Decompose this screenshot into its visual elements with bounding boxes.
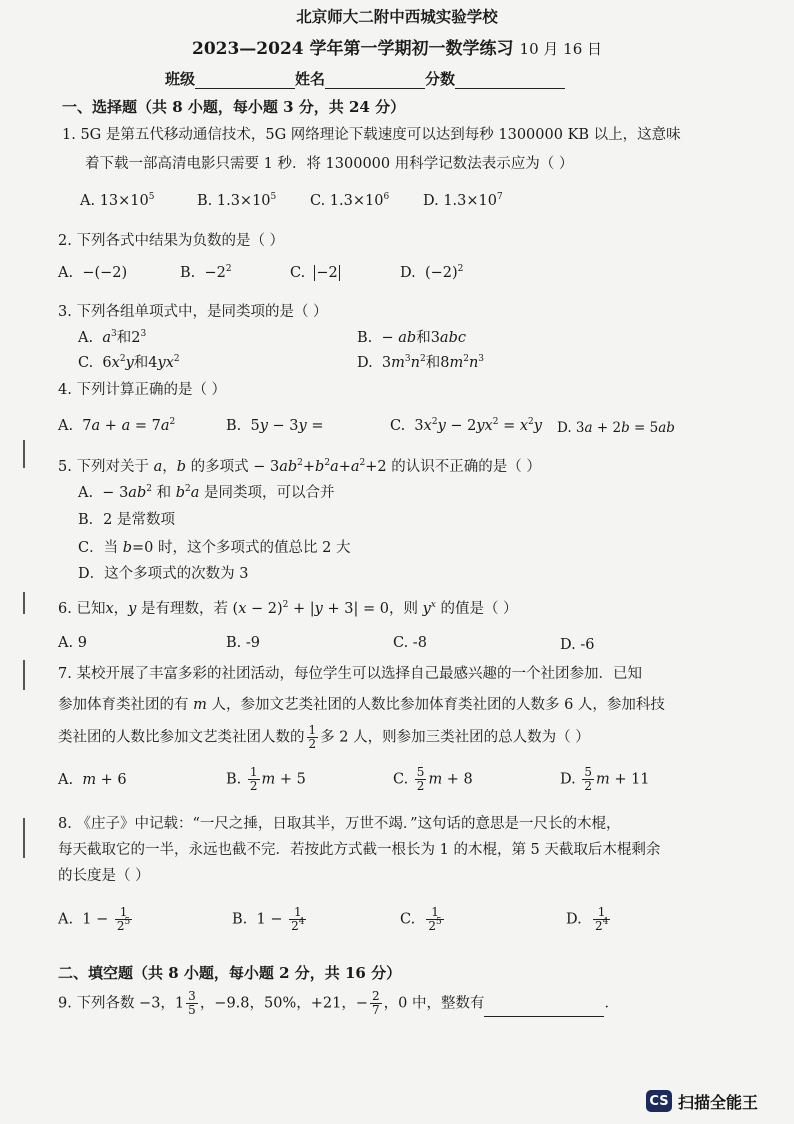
- q8-line3: 的长度是（ ）: [58, 868, 150, 884]
- camscanner-watermark: [646, 1088, 758, 1114]
- q7-option-b: B. $\frac{1}{2}$ m + 5: [226, 765, 306, 793]
- q7-option-c: C. $\frac{5}{2}$ m + 8: [393, 765, 473, 793]
- q3-stem: 3. 下列各组单项式中，是同类项的是（ ）: [58, 304, 328, 320]
- q1-line2: 着下载一部高清电影只需要 1 秒．将 1300000 用科学记数法表示应为（ ）: [85, 156, 574, 172]
- q5-option-d: D．这个多项式的次数为 3: [78, 566, 249, 582]
- exam-title-text: 2023—2024 学年第一学期初一数学练习: [191, 39, 514, 59]
- exam-title: [0, 34, 794, 59]
- q7-line2: 参加体育类社团的有 m 人，参加文艺类社团的人数比参加体育类社团的人数多 6 人，参加科技: [58, 697, 665, 713]
- q5-option-a: A. − $3ab^2$ 和 $b^2a$ 是同类项，可以合并: [78, 484, 335, 501]
- camscanner-logo-text: 扫描全能王: [678, 1092, 759, 1112]
- margin-mark: [23, 660, 25, 690]
- score-label: 分数: [425, 70, 456, 88]
- q2-option-d: D. $(-2)^2$: [400, 264, 464, 281]
- q3-option-b: B. − ab和3abc: [357, 330, 466, 346]
- q6-option-a: A. 9: [58, 635, 87, 651]
- q4-option-b: B. 5y − 3y =: [226, 418, 324, 434]
- q2-option-a: A. −(−2): [58, 265, 128, 281]
- class-blank[interactable]: [195, 73, 295, 89]
- score-blank[interactable]: [455, 73, 565, 89]
- class-label: 班级: [165, 70, 196, 88]
- section-2-title: 二、填空题（共 8 小题，每小题 2 分，共 16 分）: [58, 964, 402, 982]
- q1-line1: 1. 5G 是第五代移动通信技术，5G 网络理论下载速度可以达到每秒 1300000 KB 以上，这意味: [62, 127, 681, 143]
- q2-stem: 2. 下列各式中结果为负数的是（ ）: [58, 233, 285, 249]
- name-blank[interactable]: [325, 73, 425, 89]
- q5-option-c: C．当 b=0 时，这个多项式的值总比 2 大: [78, 540, 351, 556]
- q3-option-a: A. $a^3$和$2^3$: [78, 329, 147, 346]
- q9-answer-blank[interactable]: [484, 1001, 604, 1017]
- q5-stem: 5. 下列对关于 a，b 的多项式 − $3ab^2+b^2a+a^2+2$ 的认识不正确的是（ ）: [58, 458, 541, 475]
- q8-option-a: A. 1 − $\frac{1}{2^5}$: [58, 905, 131, 933]
- q6-option-d: D. -6: [560, 637, 595, 653]
- q8-option-b: B. 1 − $\frac{1}{2^4}$: [232, 905, 305, 933]
- name-label: 姓名: [295, 70, 326, 88]
- q1-option-d: D. $1.3\times 10^7$: [423, 192, 503, 209]
- q6-stem: 6. 已知x，y 是有理数，若 $(x - 2)^2 + |y + 3| = 0$，则 $y^x$ 的值是（ ）: [58, 600, 518, 617]
- q9-stem: 9. 下列各数 −3，1 $\frac{3}{5}$ ，−9.8，50%，+21，− $\frac{2}{7}$ ，0 中，整数有 ．: [58, 989, 619, 1017]
- q8-option-d: D. $\frac{1}{2^4}$: [566, 905, 609, 933]
- q8-line2: 每天截取它的一半，永远也截不完．若按此方式截一根长为 1 的木棍，第 5 天截取后木棍剩余: [58, 842, 661, 858]
- margin-mark: [23, 440, 25, 468]
- q1-option-c: C. $1.3\times 10^6$: [310, 192, 390, 209]
- margin-mark: [23, 818, 25, 858]
- camscanner-logo-icon: CS: [646, 1090, 672, 1112]
- q7-line3: 类社团的人数比参加文艺类社团人数的 $\frac{1}{2}$ 多 2 人，则参加三类社团的总人数为（ ）: [58, 723, 590, 751]
- q6-option-c: C. -8: [393, 635, 427, 651]
- q8-option-c: C. $\frac{1}{2^5}$: [400, 905, 442, 933]
- margin-mark: [23, 592, 25, 614]
- q7-option-a: A. m + 6: [58, 772, 127, 788]
- q3-option-d: D. $3m^3n^2$和$8m^2n^3$: [357, 354, 485, 371]
- school-name: 北京师大二附中西城实验学校: [296, 7, 498, 26]
- q4-option-c: C. $3x^2y - 2yx^2 = x^2y$: [390, 417, 542, 434]
- q4-option-d: D. 3a + 2b = 5ab: [557, 420, 675, 436]
- q5-option-b: B．2 是常数项: [78, 512, 175, 528]
- student-info-row: [165, 68, 565, 89]
- q3-option-c: C. $6x^2y$和$4yx^2$: [78, 354, 180, 371]
- q1-option-b: B. $1.3\times 10^5$: [197, 192, 277, 209]
- q7-line1: 7. 某校开展了丰富多彩的社团活动，每位学生可以选择自己最感兴趣的一个社团参加．已知: [58, 666, 642, 682]
- q2-option-b: B. $-2^2$: [180, 264, 232, 281]
- q7-option-d: D. $\frac{5}{2}$ m + 11: [560, 765, 650, 793]
- q8-line1: 8. 《庄子》中记载：“一尺之捶，日取其半，万世不竭．”这句话的意思是一尺长的木棍，: [58, 816, 621, 832]
- exam-date: 10 月 16 日: [519, 40, 603, 58]
- q2-option-c: C. −2: [290, 265, 338, 281]
- q1-option-a: A. $13\times 10^5$: [80, 192, 155, 209]
- section-1-title: 一、选择题（共 8 小题，每小题 3 分，共 24 分）: [62, 98, 406, 116]
- q4-option-a: A. $7a + a = 7a^2$: [58, 417, 176, 434]
- q6-option-b: B. -9: [226, 635, 260, 651]
- q4-stem: 4. 下列计算正确的是（ ）: [58, 382, 227, 398]
